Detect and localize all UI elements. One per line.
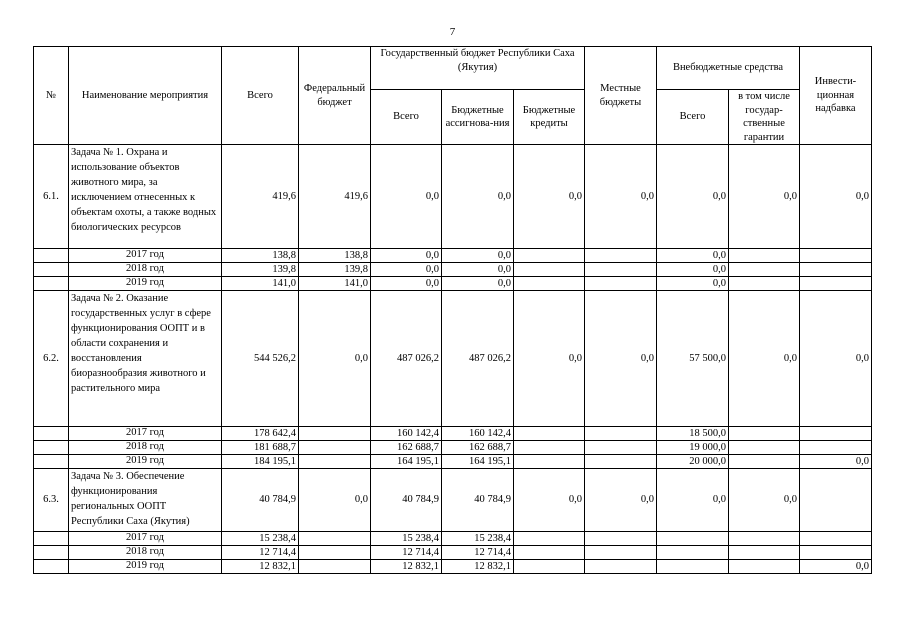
cell-local: 0,0 — [585, 291, 657, 427]
table-row — [34, 469, 872, 532]
cell-total: 12 832,1 — [222, 560, 299, 574]
cell-state-total: 160 142,4 — [371, 427, 442, 441]
table-row — [34, 546, 872, 560]
cell-state-alloc: 40 784,9 — [442, 469, 514, 532]
cell-state-credits: 0,0 — [514, 469, 585, 532]
table-row — [34, 441, 872, 455]
cell-total: 184 195,1 — [222, 455, 299, 469]
cell-state-credits: 0,0 — [514, 145, 585, 249]
row-index: 6.3. — [34, 469, 69, 532]
table-row — [34, 145, 872, 249]
cell-state-alloc: 0,0 — [442, 145, 514, 249]
year-label: 2019 год — [69, 560, 222, 574]
cell-extra-guar: 0,0 — [729, 291, 800, 427]
cell-total: 40 784,9 — [222, 469, 299, 532]
cell-invest: 0,0 — [800, 560, 872, 574]
header-local: Местные бюджеты — [585, 47, 657, 145]
cell-federal: 0,0 — [299, 291, 371, 427]
cell-extra-guar: 0,0 — [729, 469, 800, 532]
row-index: 6.2. — [34, 291, 69, 427]
cell-state-credits: 0,0 — [514, 291, 585, 427]
task-name: Задача № 2. Оказание государственных услуг в сфере функционирования ООПТ и в области сохранения и восстановления биоразнообразия животного и растительного мира — [69, 291, 222, 427]
table-row — [34, 560, 872, 574]
cell-federal: 419,6 — [299, 145, 371, 249]
cell-extra-total: 19 000,0 — [657, 441, 729, 455]
year-label: 2018 год — [69, 546, 222, 560]
cell-total: 138,8 — [222, 249, 299, 263]
cell-local: 0,0 — [585, 145, 657, 249]
cell-state-alloc: 0,0 — [442, 249, 514, 263]
cell-total: 15 238,4 — [222, 532, 299, 546]
cell-state-total: 0,0 — [371, 145, 442, 249]
header-extrabudget: Внебюджетные средства — [657, 47, 800, 90]
cell-state-alloc: 15 238,4 — [442, 532, 514, 546]
table-row — [34, 263, 872, 277]
cell-total: 12 714,4 — [222, 546, 299, 560]
row-index: 6.1. — [34, 145, 69, 249]
cell-federal: 0,0 — [299, 469, 371, 532]
table-row — [34, 455, 872, 469]
cell-extra-total: 18 500,0 — [657, 427, 729, 441]
cell-federal: 138,8 — [299, 249, 371, 263]
cell-total: 544 526,2 — [222, 291, 299, 427]
year-label: 2018 год — [69, 441, 222, 455]
cell-state-total: 487 026,2 — [371, 291, 442, 427]
cell-extra-total: 57 500,0 — [657, 291, 729, 427]
table-row — [34, 291, 872, 427]
cell-federal: 139,8 — [299, 263, 371, 277]
cell-state-total: 15 238,4 — [371, 532, 442, 546]
year-label: 2019 год — [69, 455, 222, 469]
cell-extra-total: 0,0 — [657, 263, 729, 277]
cell-invest: 0,0 — [800, 291, 872, 427]
page-number: 7 — [449, 26, 456, 38]
cell-state-alloc: 160 142,4 — [442, 427, 514, 441]
cell-state-total: 162 688,7 — [371, 441, 442, 455]
cell-state-total: 12 832,1 — [371, 560, 442, 574]
cell-federal: 141,0 — [299, 277, 371, 291]
task-name: Задача № 1. Охрана и использование объектов животного мира, за исключением отнесенных к объектам охоты, а также водных биологических ресурсов — [69, 145, 222, 249]
table-row — [34, 249, 872, 263]
cell-state-total: 164 195,1 — [371, 455, 442, 469]
cell-extra-total: 0,0 — [657, 469, 729, 532]
cell-state-alloc: 487 026,2 — [442, 291, 514, 427]
header-extra-guarantees: в том числе государ-ственные гарантии — [729, 90, 800, 145]
cell-total: 141,0 — [222, 277, 299, 291]
table-row — [34, 277, 872, 291]
cell-total: 139,8 — [222, 263, 299, 277]
cell-extra-total: 0,0 — [657, 277, 729, 291]
task-name: Задача № 3. Обеспечение функционирования региональных ООПТ Республики Саха (Якутия) — [69, 469, 222, 532]
cell-invest: 0,0 — [800, 455, 872, 469]
header-federal: Федеральный бюджет — [299, 47, 371, 145]
cell-state-alloc: 164 195,1 — [442, 455, 514, 469]
cell-extra-total: 20 000,0 — [657, 455, 729, 469]
header-state-total: Всего — [371, 90, 442, 145]
cell-extra-total: 0,0 — [657, 249, 729, 263]
cell-state-alloc: 162 688,7 — [442, 441, 514, 455]
year-label: 2017 год — [69, 532, 222, 546]
table-row — [34, 427, 872, 441]
cell-state-total: 0,0 — [371, 249, 442, 263]
table-row — [34, 532, 872, 546]
cell-state-alloc: 12 832,1 — [442, 560, 514, 574]
header-state-credits: Бюджетные кредиты — [514, 90, 585, 145]
year-label: 2017 год — [69, 249, 222, 263]
cell-state-total: 12 714,4 — [371, 546, 442, 560]
cell-total: 178 642,4 — [222, 427, 299, 441]
cell-state-alloc: 12 714,4 — [442, 546, 514, 560]
cell-total: 419,6 — [222, 145, 299, 249]
header-invest: Инвести-ционная надбавка — [800, 47, 872, 145]
cell-total: 181 688,7 — [222, 441, 299, 455]
header-state-budget: Государственный бюджет Республики Саха (Якутия) — [371, 47, 585, 90]
cell-extra-total: 0,0 — [657, 145, 729, 249]
cell-invest: 0,0 — [800, 145, 872, 249]
header-name: Наименование мероприятия — [69, 47, 222, 145]
year-label: 2018 год — [69, 263, 222, 277]
year-label: 2017 год — [69, 427, 222, 441]
cell-state-total: 0,0 — [371, 263, 442, 277]
cell-extra-guar: 0,0 — [729, 145, 800, 249]
cell-state-total: 40 784,9 — [371, 469, 442, 532]
header-total: Всего — [222, 47, 299, 145]
cell-state-total: 0,0 — [371, 277, 442, 291]
header-extra-total: Всего — [657, 90, 729, 145]
cell-state-alloc: 0,0 — [442, 277, 514, 291]
year-label: 2019 год — [69, 277, 222, 291]
header-no: № — [34, 47, 69, 145]
cell-local: 0,0 — [585, 469, 657, 532]
budget-table — [33, 46, 872, 574]
header-state-allocations: Бюджетные ассигнова-ния — [442, 90, 514, 145]
cell-state-alloc: 0,0 — [442, 263, 514, 277]
